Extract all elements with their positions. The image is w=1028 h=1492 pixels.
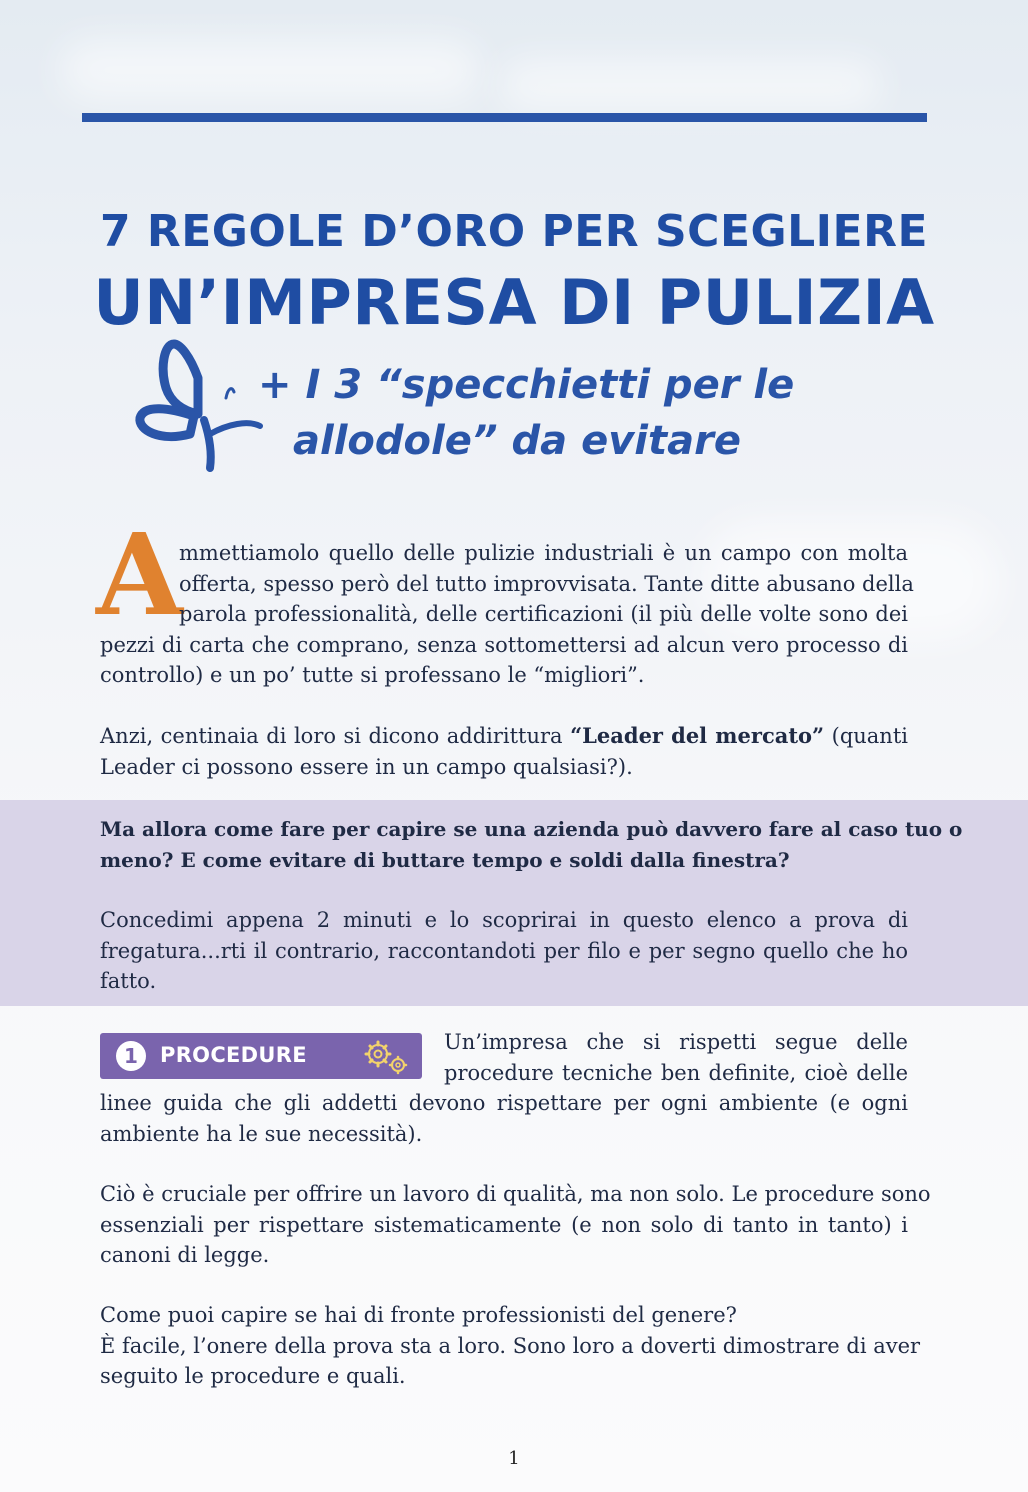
intro-line: Anzi, centinaia di loro si dicono addirittura “Leader del mercato” (quanti [100, 723, 908, 748]
section1-paragraph-2 [100, 1179, 931, 1271]
intro-paragraph [100, 538, 914, 691]
intro-line: parola professionalità, delle certificazioni (il più delle volte sono dei [179, 602, 908, 626]
section1-line: procedure tecniche ben definite, cioè delle [444, 1060, 908, 1085]
intro-line: controllo) e un po’ tutte si professano le “migliori”. [100, 663, 645, 687]
band-line: fatto. [100, 969, 157, 993]
section-tag [100, 1033, 422, 1079]
background-blur [500, 60, 880, 110]
subtitle-line-1: + I 3 “specchietti per le [258, 362, 795, 408]
subtitle-line-2: allodole” da evitare [293, 418, 741, 464]
band-line: meno? E come evitare di buttare tempo e soldi dalla finestra? [100, 847, 790, 872]
section1-line: canoni di legge. [100, 1243, 270, 1267]
section-number: 1 [116, 1041, 146, 1071]
band-line: Concedimi appena 2 minuti e lo scoprirai in questo elenco a prova di [100, 908, 908, 932]
section1-paragraph-3 [100, 1300, 921, 1392]
section-label: PROCEDURE [160, 1043, 307, 1067]
band-line: fregatura...rti il contrario, raccontandoti per filo e per segno quello che ho [100, 938, 908, 963]
section1-line: linee guida che gli addetti devono rispettare per ogni ambiente (e ogni [100, 1091, 908, 1115]
section1-line: essenziali per rispettare sistematicamente (e non solo di tanto in tanto) i [100, 1212, 908, 1237]
title-line-2: UN’IMPRESA DI PULIZIA [93, 266, 935, 339]
section1-line: Come puoi capire se hai di fronte professionisti del genere? [100, 1303, 737, 1327]
section1-line: seguito le procedure e quali. [100, 1364, 406, 1388]
section1-line: ambiente ha le sue necessità). [100, 1121, 423, 1146]
section1-paragraph-1 [100, 1088, 908, 1149]
butterfly-icon [130, 338, 270, 478]
page-number: 1 [508, 1448, 520, 1469]
intro-paragraph-2 [100, 721, 908, 782]
band-bold-paragraph [100, 814, 963, 875]
band-paragraph [100, 905, 908, 997]
background-blur [60, 40, 480, 100]
section1-line: Un’impresa che si rispetti segue delle [444, 1030, 908, 1054]
gears-icon [360, 1037, 412, 1077]
section1-line: Ciò è cruciale per offrire un lavoro di qualità, ma non solo. Le procedure sono [100, 1182, 931, 1206]
bold-phrase: “Leader del mercato” [570, 723, 825, 748]
intro-line: offerta, spesso però del tutto improvvisata. Tante ditte abusano della [179, 571, 914, 596]
intro-line: mmettiamolo quello delle pulizie industriali è un campo con molta [179, 541, 908, 565]
drop-cap: A [96, 510, 183, 641]
section1-paragraph-start [444, 1027, 908, 1088]
title-line-1: 7 REGOLE D’ORO PER SCEGLIERE [99, 206, 929, 257]
band-line: Ma allora come fare per capire se una azienda può davvero fare al caso tuo o [100, 817, 963, 841]
section1-line: È facile, l’onere della prova sta a loro. Sono loro a doverti dimostrare di aver [100, 1333, 921, 1358]
intro-line: pezzi di carta che comprano, senza sottomettersi ad alcun vero processo di [100, 632, 908, 657]
intro-line: Leader ci possono essere in un campo qualsiasi?). [100, 754, 633, 779]
top-rule [82, 113, 927, 122]
